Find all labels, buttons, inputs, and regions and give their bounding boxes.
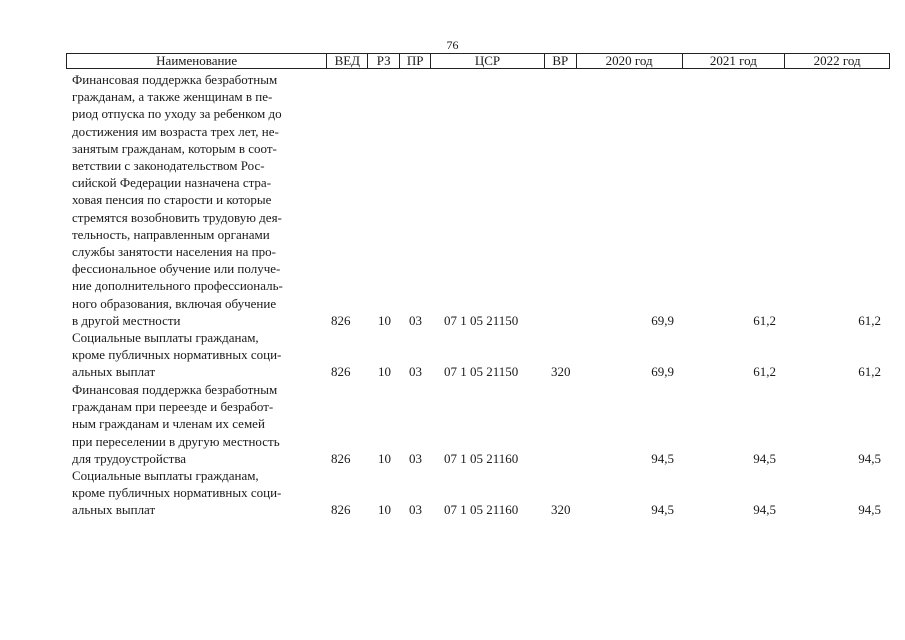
row-pr: 03	[409, 450, 422, 466]
row-pr: 03	[409, 502, 422, 518]
row-csr: 07 1 05 21160	[444, 450, 519, 466]
row-csr: 07 1 05 21160	[444, 502, 519, 518]
row-rz: 10	[378, 364, 391, 380]
row-year-2020: 94,5	[651, 502, 674, 518]
row-year-2020: 69,9	[651, 312, 674, 328]
row-rz: 10	[378, 502, 391, 518]
row-name: Социальные выплаты гражданам, кроме публичных нормативных соци- альных выплат	[72, 468, 282, 518]
row-year-2022: 61,2	[858, 312, 881, 328]
header-year-2021: 2021 год	[683, 54, 786, 68]
row-year-2022: 94,5	[858, 502, 881, 518]
row-pr: 03	[409, 312, 422, 328]
row-ved: 826	[331, 502, 351, 518]
row-year-2021: 94,5	[753, 450, 776, 466]
row-name: Социальные выплаты гражданам, кроме публичных нормативных соци- альных выплат	[72, 330, 282, 380]
row-year-2022: 94,5	[858, 450, 881, 466]
row-year-2022: 61,2	[858, 364, 881, 380]
row-name: Финансовая поддержка безработным гражданам при переезде и безработ- ным гражданам и членам их семей при переселении в другую местность для трудоустройства	[72, 382, 280, 466]
header-vr: ВР	[545, 54, 577, 68]
row-pr: 03	[409, 364, 422, 380]
row-name: Финансовая поддержка безработным гражданам, а также женщинам в пе- риод отпуска по уходу за ребенком до достижения им возраста трех лет, не- занятым гражданам, которым в соот- ветствии с законодательством Рос- сийской Федерации назначена стра- ховая пенсия по старости и которые стремятся возобновить трудовую дея- тельность, направленным органами службы занятости населения на про- фессиональное обучение или получе- ние дополнительного профессиональ- ного образования, включая обучение в другой местности	[72, 72, 283, 328]
row-year-2020: 69,9	[651, 364, 674, 380]
row-rz: 10	[378, 312, 391, 328]
header-csr: ЦСР	[431, 54, 545, 68]
row-ved: 826	[331, 450, 351, 466]
row-csr: 07 1 05 21150	[444, 364, 519, 380]
header-year-2020: 2020 год	[577, 54, 683, 68]
row-csr: 07 1 05 21150	[444, 312, 519, 328]
row-vr: 320	[551, 364, 571, 380]
header-year-2022: 2022 год	[813, 53, 861, 68]
row-ved: 826	[331, 364, 351, 380]
row-rz: 10	[378, 450, 391, 466]
header-name: Наименование	[67, 54, 327, 68]
page-number: 76	[446, 38, 459, 52]
header-ved: ВЕД	[327, 54, 368, 68]
header-pr: ПР	[400, 54, 431, 68]
header-rz: РЗ	[368, 54, 400, 68]
row-ved: 826	[331, 312, 351, 328]
row-year-2021: 61,2	[753, 312, 776, 328]
row-vr: 320	[551, 502, 571, 518]
table-header	[66, 53, 890, 69]
row-year-2021: 61,2	[753, 364, 776, 380]
row-year-2021: 94,5	[753, 502, 776, 518]
row-year-2020: 94,5	[651, 450, 674, 466]
